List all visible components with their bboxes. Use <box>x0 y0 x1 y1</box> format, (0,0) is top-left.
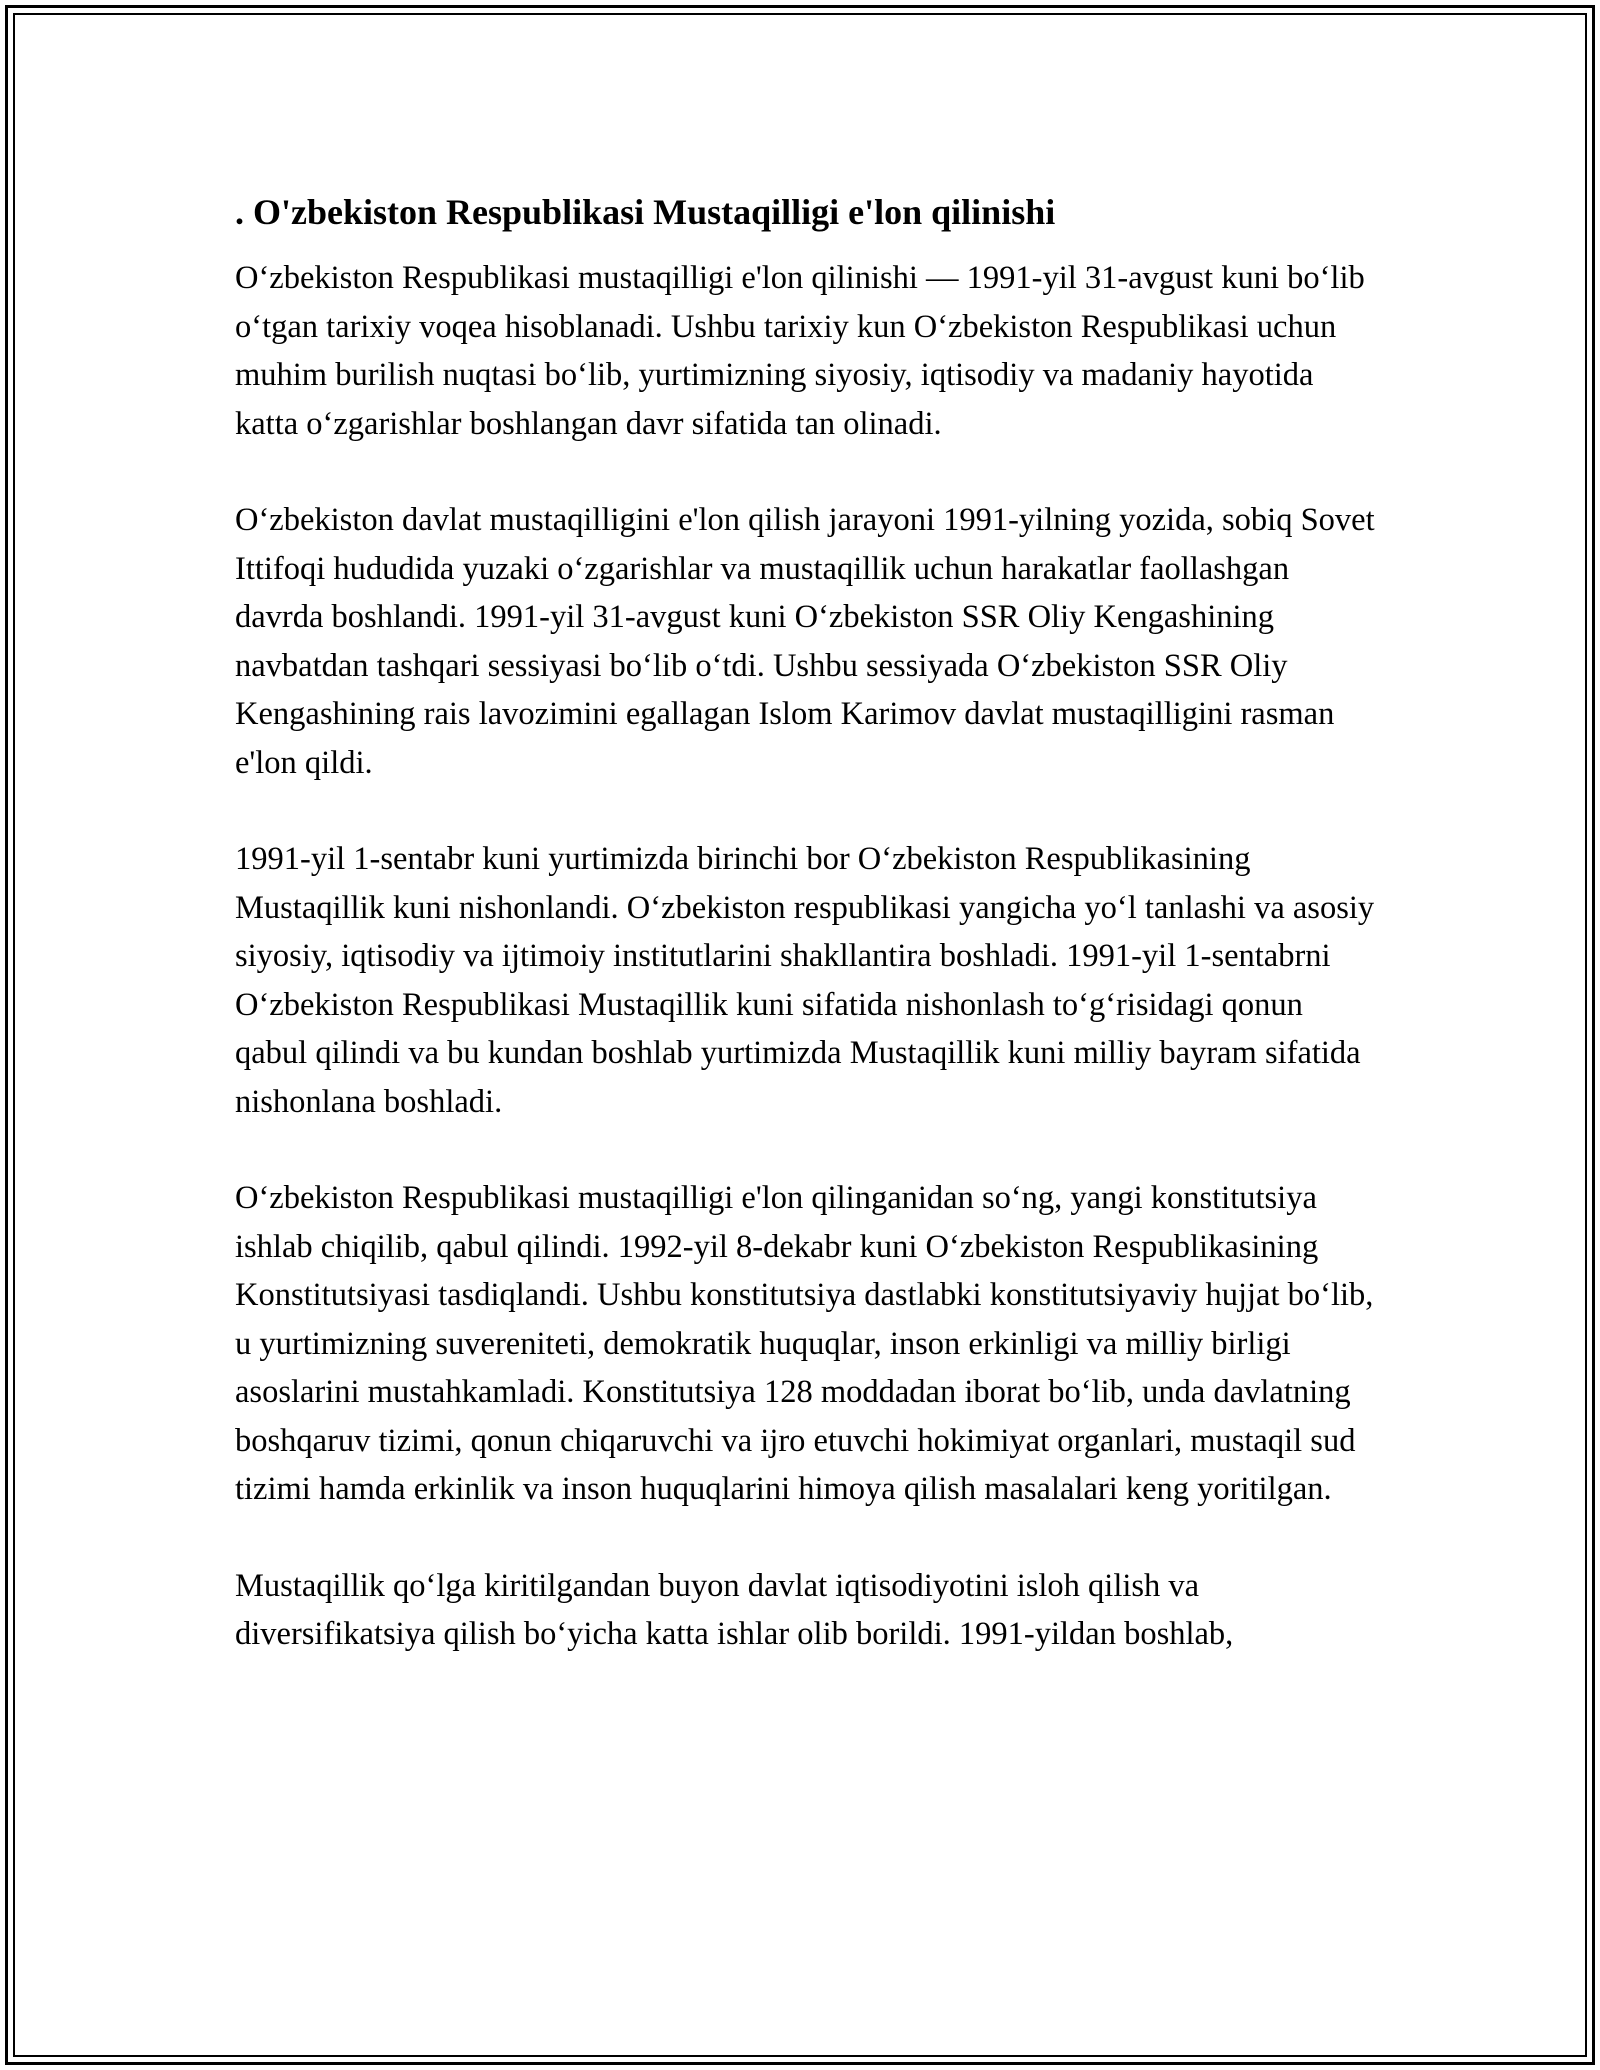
document-title: . O'zbekiston Respublikasi Mustaqilligi e'lon qilinishi <box>235 192 1056 232</box>
paragraph-5: Mustaqillik qo‘lga kiritilgandan buyon davlat iqtisodiyotini isloh qilish va diversifikatsiya qilish bo‘yicha katta ishlar olib borildi. 1991-yildan boshlab, <box>235 1567 1234 1652</box>
paragraph-list <box>235 254 1375 1659</box>
paragraph-1: O‘zbekiston Respublikasi mustaqilligi e'lon qilinishi — 1991-yil 31-avgust kuni bo‘lib o‘tgan tarixiy voqea hisoblanadi. Ushbu tarixiy kun O‘zbekiston Respublikasi uchun muhim burilish nuqtasi bo‘lib, yurtimizning siyosiy, iqtisodiy va madaniy hayotida katta o‘zgarishlar boshlangan davr sifatida tan olinadi. <box>235 260 1365 442</box>
paragraph-2: O‘zbekiston davlat mustaqilligini e'lon qilish jarayoni 1991-yilning yozida, sobiq Sovet Ittifoqi hududida yuzaki o‘zgarishlar va mustaqillik uchun harakatlar faollashgan davrda boshlandi. 1991-yil 31-avgust kuni O‘zbekiston SSR Oliy Kengashining navbatdan tashqari sessiyasi bo‘lib o‘tdi. Ushbu sessiyada O‘zbekiston SSR Oliy Kengashining rais lavozimini egallagan Islom Karimov davlat mustaqilligini rasman e'lon qildi. <box>235 502 1375 781</box>
document-body <box>235 186 1375 1659</box>
paragraph-4: O‘zbekiston Respublikasi mustaqilligi e'lon qilinganidan so‘ng, yangi konstitutsiya ishlab chiqilib, qabul qilindi. 1992-yil 8-dekabr kuni O‘zbekiston Respublikasining Konstitutsiyasi tasdiqlandi. Ushbu konstitutsiya dastlabki konstitutsiyaviy hujjat bo‘lib, u yurtimizning suvereniteti, demokratik huquqlar, inson erkinligi va milliy birligi asoslarini mustahkamladi. Konstitutsiya 128 moddadan iborat bo‘lib, unda davlatning boshqaruv tizimi, qonun chiqaruvchi va ijro etuvchi hokimiyat organlari, mustaqil sud tizimi hamda erkinlik va inson huquqlarini himoya qilish masalalari keng yoritilgan. <box>235 1180 1374 1507</box>
paragraph-3: 1991-yil 1-sentabr kuni yurtimizda birinchi bor O‘zbekiston Respublikasining Mustaqillik kuni nishonlandi. O‘zbekiston respublikasi yangicha yo‘l tanlashi va asosiy siyosiy, iqtisodiy va ijtimoiy institutlarini shakllantira boshladi. 1991-yil 1-sentabrni O‘zbekiston Respublikasi Mustaqillik kuni sifatida nishonlash to‘g‘risidagi qonun qabul qilindi va bu kundan boshlab yurtimizda Mustaqillik kuni milliy bayram sifatida nishonlana boshladi. <box>235 841 1375 1120</box>
